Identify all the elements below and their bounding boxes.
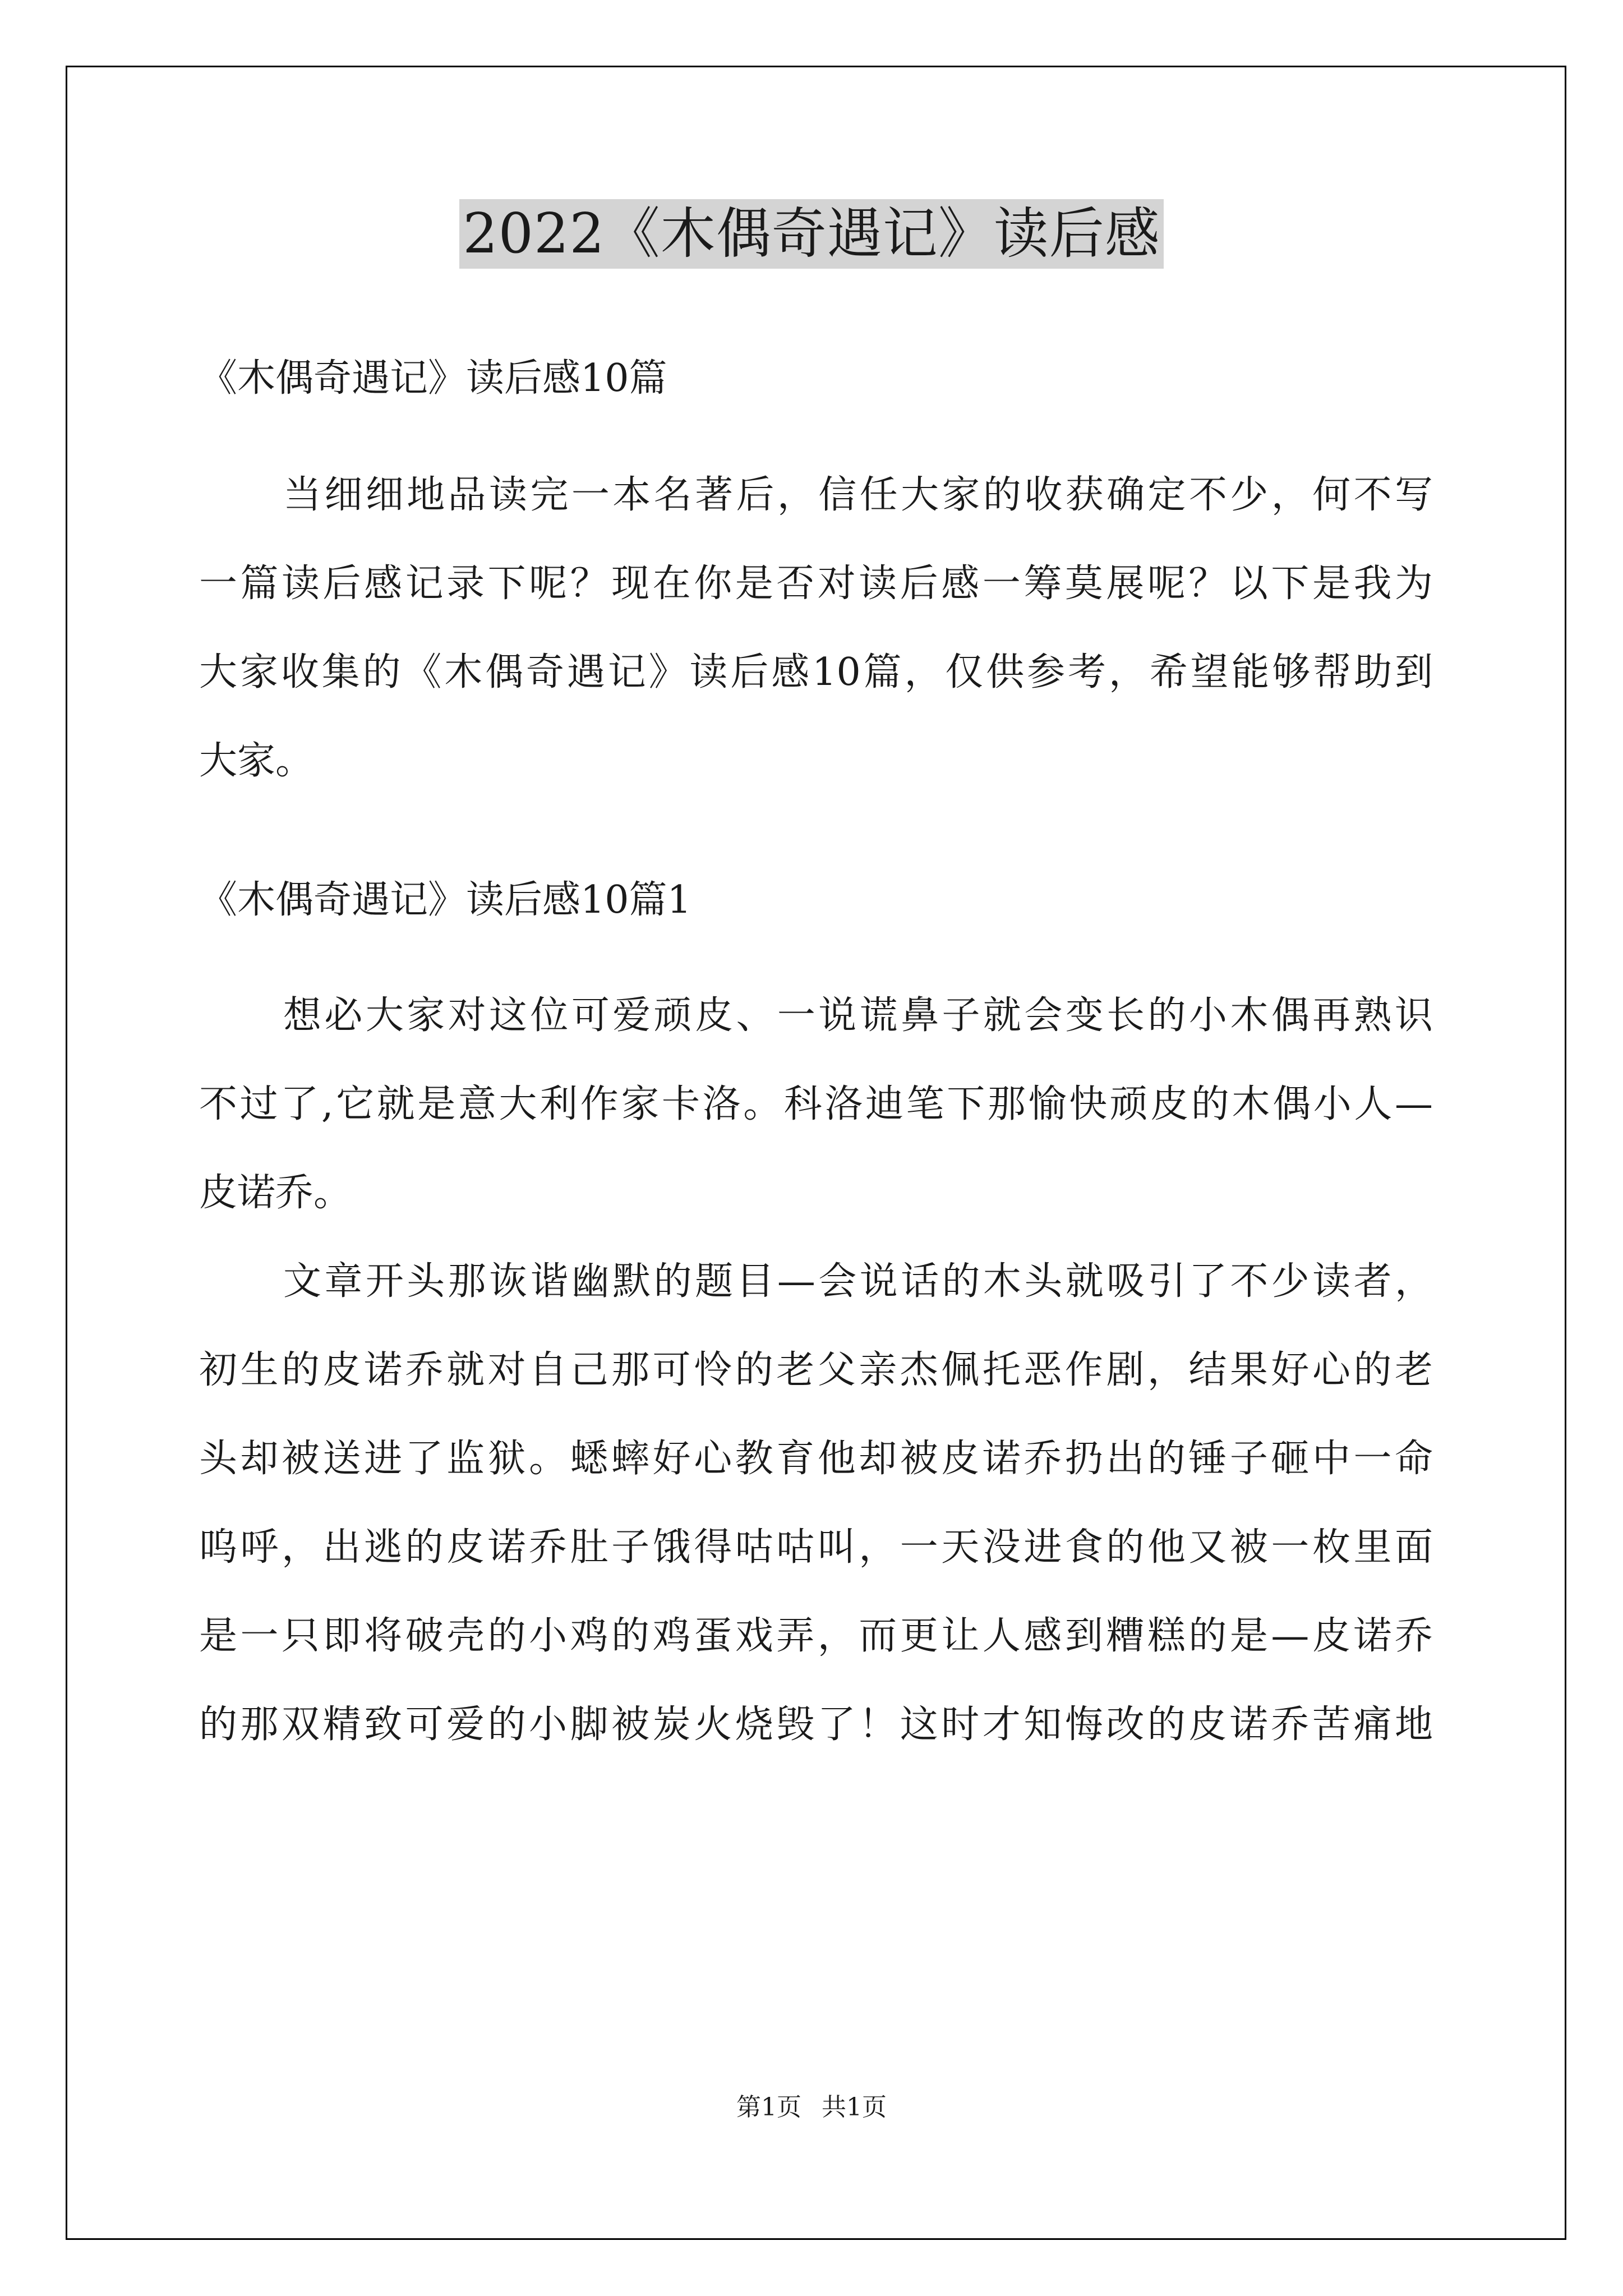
page-footer — [0, 2091, 1623, 2124]
paragraph-line: 不过了,它就是意大利作家卡洛。科洛迪笔下那愉快顽皮的木偶小人— — [199, 1082, 1433, 1126]
paragraph-line: 的那双精致可爱的小脚被炭火烧毁了！这时才知悔改的皮诺乔苦痛地 — [199, 1703, 1433, 1747]
page-total: 共1页 — [822, 2093, 887, 2122]
paragraph-line: 当细细地品读完一本名著后，信任大家的收获确定不少，何不写 — [283, 473, 1433, 517]
paragraph-line: 初生的皮诺乔就对自己那可怜的老父亲杰佩托恶作剧，结果好心的老 — [199, 1348, 1433, 1392]
paragraph-line: 想必大家对这位可爱顽皮、一说谎鼻子就会变长的小木偶再熟识 — [283, 993, 1433, 1038]
subtitle: 《木偶奇遇记》读后感10篇 — [199, 356, 667, 401]
paragraph-line: 文章开头那诙谐幽默的题目—会说话的木头就吸引了不少读者， — [283, 1259, 1433, 1304]
body-paragraph-1 — [199, 972, 1433, 1237]
paragraph-line: 大家。 — [199, 739, 314, 783]
body-paragraph-2 — [199, 1237, 1433, 1769]
document-title: 2022《木偶奇遇记》读后感 — [459, 199, 1163, 269]
section-heading: 《木偶奇遇记》读后感10篇1 — [199, 878, 691, 922]
paragraph-line: 一篇读后感记录下呢？现在你是否对读后感一筹莫展呢？以下是我为 — [199, 562, 1433, 606]
paragraph-line: 大家收集的《木偶奇遇记》读后感10篇，仅供参考，希望能够帮助到 — [199, 650, 1433, 694]
paragraph-line: 皮诺乔。 — [199, 1171, 352, 1215]
page-number: 第1页 — [736, 2093, 801, 2122]
paragraph-line: 呜呼，出逃的皮诺乔肚子饿得咕咕叫，一天没进食的他又被一枚里面 — [199, 1525, 1433, 1570]
paragraph-line: 是一只即将破壳的小鸡的鸡蛋戏弄，而更让人感到糟糕的是—皮诺乔 — [199, 1614, 1433, 1658]
intro-paragraph — [199, 451, 1433, 806]
document-body — [199, 348, 1433, 1769]
paragraph-line: 头却被送进了监狱。蟋蟀好心教育他却被皮诺乔扔出的锤子砸中一命 — [199, 1437, 1433, 1481]
title-container — [0, 199, 1623, 269]
